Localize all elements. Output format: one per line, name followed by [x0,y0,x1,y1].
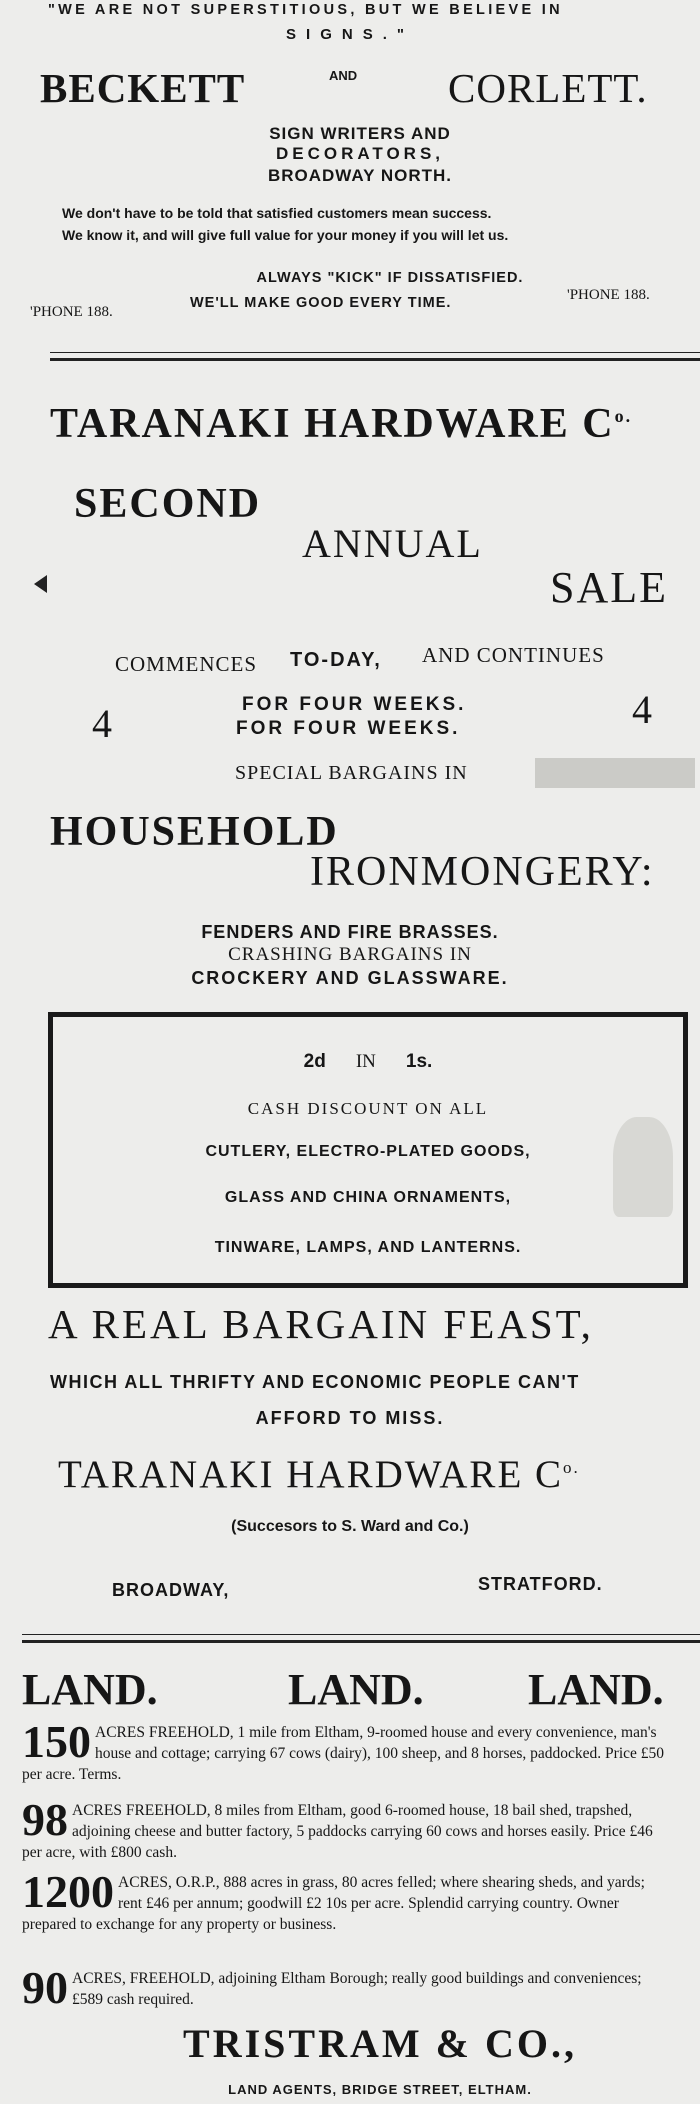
trade-line-3: BROADWAY NORTH. [267,166,453,185]
smudge-box [535,758,695,788]
weeks-line-2: FOR FOUR WEEKS. [236,718,461,739]
listing-acreage: 90 [22,1962,68,2013]
afford-line: AFFORD TO MISS. [255,1408,445,1428]
listing-text: ACRES FREEHOLD, 8 miles from Eltham, good 6-roomed house, 18 bail shed, trapshed, adjoining cheese and butter factory, 5 paddocks carrying 60 cows and horses easily. Price £46 per acre, with £800 cash. [22,1802,653,1861]
special-bargains: SPECIAL BARGAINS IN [235,762,468,784]
listing-acreage: 1200 [22,1866,114,1917]
household-heading: HOUSEHOLD [50,809,339,855]
land-listing [22,1866,672,1935]
cutlery-line: CUTLERY, ELECTRO-PLATED GOODS, [205,1143,531,1160]
trade-line-2: DECORATORS, [275,144,445,163]
divider-rule [22,1634,700,1635]
land-word-3: LAND. [528,1665,664,1714]
discount-in: IN [355,1051,376,1072]
company-heading-2 [58,1452,580,1497]
glass-line: GLASS AND CHINA ORNAMENTS, [224,1189,512,1206]
company-suffix-2: o. [563,1458,580,1477]
land-listing [22,1962,672,2013]
agents-line: LAND AGENTS, BRIDGE STREET, ELTHAM. [228,2082,532,2097]
fenders-line: FENDERS AND FIRE BRASSES. [201,922,499,942]
commences-word: COMMENCES [115,652,258,676]
name-and: AND [329,68,358,83]
thrifty-line: WHICH ALL THRIFTY AND ECONOMIC PEOPLE CAN'T [50,1372,580,1392]
land-word-1: LAND. [22,1665,158,1714]
discount-twopence: 2d [303,1051,326,1072]
company-heading [50,400,632,448]
discount-line [53,1051,683,1073]
land-word-2: LAND. [288,1665,424,1714]
discount-box [48,1012,688,1288]
annual-heading: ANNUAL [302,521,483,566]
pledge-line-2: We know it, and will give full value for your money if you will let us. [62,227,509,243]
name-beckett: BECKETT [40,65,246,111]
sale-heading: SALE [550,563,668,612]
cash-discount-line: CASH DISCOUNT ON ALL [247,1099,489,1118]
phone-left: 'PHONE 188. [30,304,113,320]
trade-line-1: SIGN WRITERS AND [269,124,451,143]
four-left: 4 [92,701,112,746]
land-listing [22,1716,672,1785]
listing-acreage: 150 [22,1716,91,1767]
bargain-feast-heading: A REAL BARGAIN FEAST, [48,1301,594,1347]
ironmongery-heading: IRONMONGERY: [310,849,655,895]
successors-line: (Succesors to S. Ward and Co.) [231,1518,469,1535]
listing-text: ACRES FREEHOLD, 1 mile from Eltham, 9-roomed house and every convenience, man's house and cottage; carrying 67 cows (dairy), 100 sheep, and 8 horses, paddocked. Price £50 per acre. Terms. [22,1724,665,1783]
stratford-word: STRATFORD. [478,1574,603,1594]
kick-line: ALWAYS "KICK" IF DISSATISFIED. [256,270,524,286]
phone-right: 'PHONE 188. [567,287,650,303]
pointer-mark [34,575,47,593]
listing-acreage: 98 [22,1794,68,1845]
crashing-line: CRASHING BARGAINS IN [228,944,472,965]
listing-text: ACRES, FREEHOLD, adjoining Eltham Borough; really good buildings and conveniences; £589 cash required. [72,1970,642,2008]
today-word: TO-DAY, [290,649,382,671]
tagline-line-2: SIGNS." [286,26,414,43]
listing-text: ACRES, O.R.P., 888 acres in grass, 80 acres felled; where shearing sheds, and yards; rent £46 per annum; goodwill £2 10s per acre. Splendid carrying country. Owner prepared to exchange for any property or business. [22,1874,645,1933]
tinware-line: TINWARE, LAMPS, AND LANTERNS. [214,1239,522,1256]
name-corlett: CORLETT. [448,65,648,111]
lamp-illustration [613,1117,673,1217]
tagline-line-1: "WE ARE NOT SUPERSTITIOUS, BUT WE BELIEVE IN [48,2,563,18]
divider-rule [50,358,700,361]
make-good-line: WE'LL MAKE GOOD EVERY TIME. [190,295,452,311]
weeks-line-1: FOR FOUR WEEKS. [242,694,467,715]
continues-words: AND CONTINUES [422,643,605,667]
company-name: TARANAKI HARDWARE C [50,401,615,447]
land-listing [22,1794,672,1863]
divider-rule [50,352,700,353]
company-suffix: o. [614,406,633,426]
crockery-line: CROCKERY AND GLASSWARE. [191,968,509,988]
pledge-line-1: We don't have to be told that satisfied customers mean success. [62,205,492,221]
discount-shilling: 1s. [405,1051,433,1072]
divider-rule [22,1640,700,1643]
second-heading: SECOND [74,481,262,527]
company-name-2: TARANAKI HARDWARE C [58,1453,564,1496]
four-right: 4 [632,687,652,732]
firm-name: TRISTRAM & CO., [183,2021,577,2066]
broadway-word: BROADWAY, [112,1580,230,1600]
